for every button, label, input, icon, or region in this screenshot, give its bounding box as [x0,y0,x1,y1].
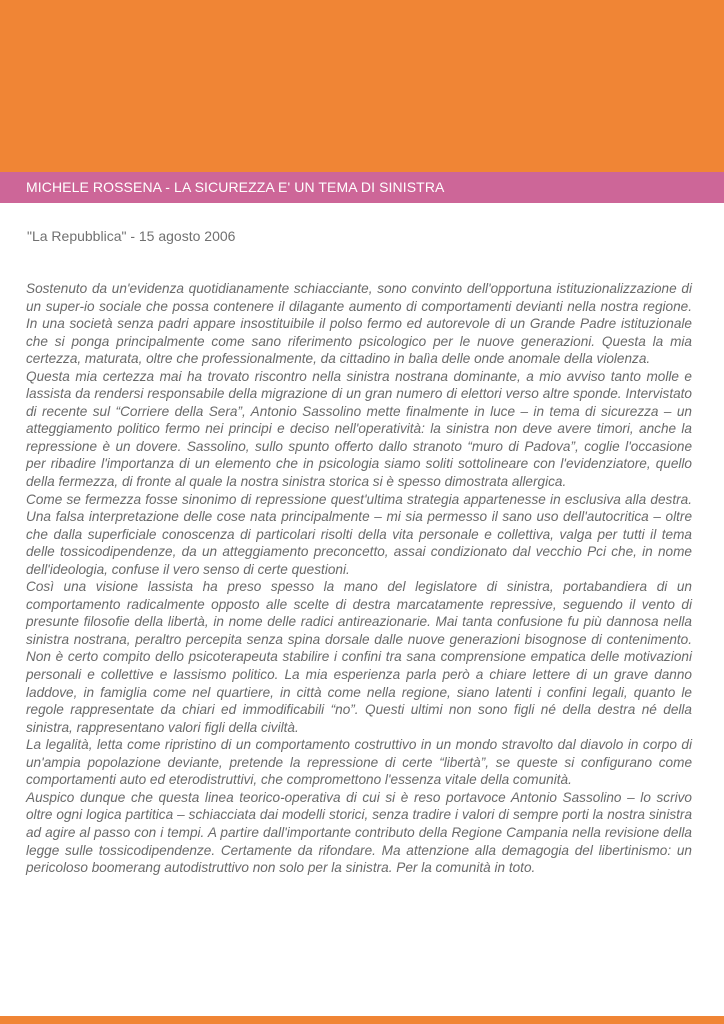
article-paragraph: Sostenuto da un'evidenza quotidianamente schiacciante, sono convinto dell'opportuna istituzionalizzazione di un super-io sociale che possa contenere il dilagante aumento di comportamenti devianti nella nostra regione. In una società senza padri appare insostituibile il polso fermo ed autorevole di un Grande Padre istituzionale che si ponga principalmente come sano riferimento psicologico per le nuove generazioni. Questa la mia certezza, maturata, oltre che professionalmente, da cittadino in balìa delle onde anomale della violenza. [26,281,692,367]
article-body [26,280,692,877]
article-title: MICHELE ROSSENA - LA SICUREZZA E' UN TEMA DI SINISTRA [26,179,445,195]
title-band [0,172,724,203]
article-source: "La Repubblica" - 15 agosto 2006 [27,228,236,244]
article-paragraph: La legalità, letta come ripristino di un comportamento costruttivo in un mondo stravolto dal diavolo in corpo di un'ampia popolazione deviante, pretende la repressione di certe “libertà”, se queste si configurano come comportamenti auto ed eterodistruttivi, che compromettono l'essenza vitale della comunità. [26,737,692,788]
article-paragraph: Questa mia certezza mai ha trovato riscontro nella sinistra nostrana dominante, a mio avviso tanto molle e lassista da rendersi responsabile della migrazione di un gran numero di elettori verso altre sponde. Intervistato di recente sul “Corriere della Sera”, Antonio Sassolino mette finalmente in luce – in tema di sicurezza – un atteggiamento politico fermo nei principi e deciso nell'operatività: la sinistra non deve avere timori, anche la repressione è un dovere. Sassolino, sullo spunto offerto dallo stranoto “muro di Padova”, coglie l'occasione per ribadire l'importanza di un elemento che in psicologia siamo soliti sottolineare con l'evidenziatore, quello della fermezza, di fronte al quale la nostra sinistra storica si è spesso dimostrata allergica. [26,368,692,490]
article-paragraph: Come se fermezza fosse sinonimo di repressione quest'ultima strategia appartenesse in esclusiva alla destra. Una falsa interpretazione delle cose nata principalmente – mi sia permesso il sano uso dell'autocritica – oltre che dalla superficiale conoscenza di particolari risolti della vita personale e collettiva, valga per tutti il tema delle tossicodipendenze, da un atteggiamento preconcetto, assai condizionato dal vecchio Pci che, in nome dell'ideologia, confuse il vero senso di certe questioni. [26,491,692,577]
article-paragraph: Così una visione lassista ha preso spesso la mano del legislatore di sinistra, portabandiera di un comportamento radicalmente opposto alle scelte di destra marcatamente repressive, seguendo il vento di presunte filosofie della libertà, in nome delle radici antireazionarie. Mai tanta confusione fu più dannosa nella sinistra nostrana, peraltro percepita senza spina dorsale dalle nuove generazioni bisognose di contenimento. Non è certo compito dello psicoterapeuta stabilire i confini tra sana comprensione empatica delle motivazioni personali e collettive e lassismo politico. La mia esperienza parla però a chiare lettere di un grave danno laddove, in famiglia come nel quartiere, in città come nella regione, siano latenti i confini legali, quanto le regole rappresentate da chiari ed immodificabili “no”. Questi ultimi non sono figli né della destra né della sinistra, rappresentano valori figli della civiltà. [26,579,692,735]
footer-rule [0,1016,724,1024]
article-paragraph: Auspico dunque che questa linea teorico-operativa di cui si è reso portavoce Antonio Sassolino – lo scrivo oltre ogni logica partitica – schiacciata dai modelli storici, senza tradire i valori di sempre porti la nostra sinistra ad agire al passo con i tempi. A partire dall'importante contributo della Regione Campania nella revisione della legge sulle tossicodipendenze. Certamente da rifondare. Ma attenzione alla demagogia del libertinismo: un pericoloso boomerang autodistruttivo non solo per la sinistra. Per la comunità in toto. [26,789,692,876]
header-band [0,0,724,172]
